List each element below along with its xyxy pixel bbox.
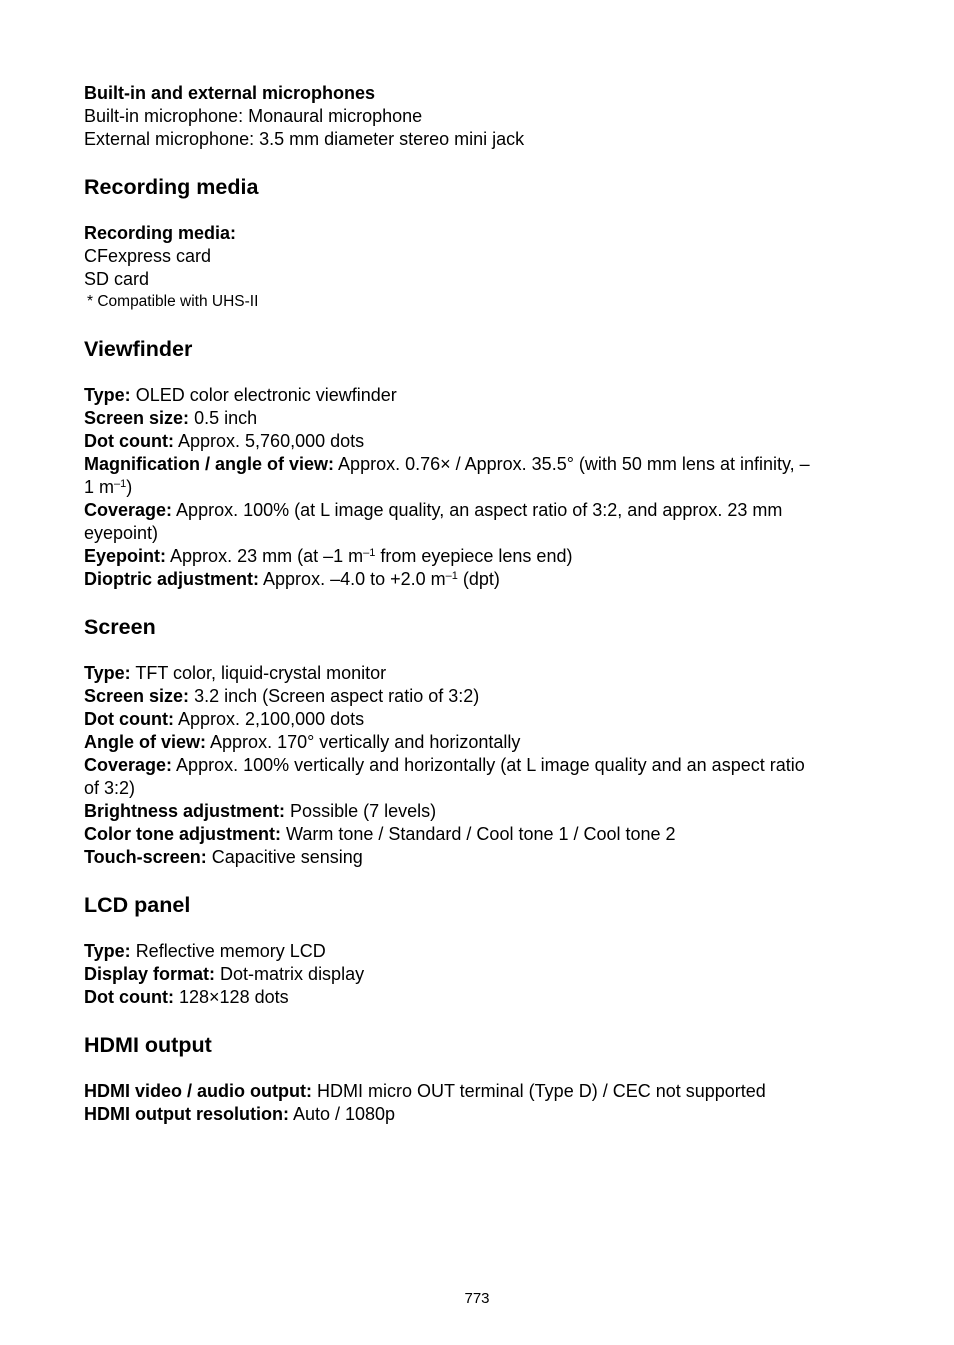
screen-type-row xyxy=(84,662,874,685)
recording-media-item-sd: SD card xyxy=(84,269,150,289)
spec-value: from eyepiece lens end) xyxy=(375,546,573,566)
lcd-type-row xyxy=(84,940,874,963)
superscript: –1 xyxy=(114,478,127,490)
spec-value: Approx. 100% (at L image quality, an aspect ratio of 3:2, and approx. 23 mm xyxy=(176,500,783,520)
lcd-panel-heading: LCD panel xyxy=(84,893,191,917)
spec-value: Approx. 23 mm (at –1 m xyxy=(170,546,364,566)
spec-value: 3.2 inch (Screen aspect ratio of 3:2) xyxy=(194,686,480,706)
hdmi-section xyxy=(84,1032,874,1126)
recording-media-footnote: * Compatible with UHS-II xyxy=(87,293,259,310)
spec-value: Warm tone / Standard / Cool tone 1 / Cool tone 2 xyxy=(286,824,676,844)
spec-label: Dot count: xyxy=(84,431,174,451)
viewfinder-section xyxy=(84,336,874,591)
spec-label: Touch-screen: xyxy=(84,847,207,867)
screen-heading: Screen xyxy=(84,615,156,639)
spec-label: Coverage: xyxy=(84,755,173,775)
spec-value: Approx. 0.76× / Approx. 35.5° (with 50 mm lens at infinity, – xyxy=(338,454,810,474)
lcd-format-row xyxy=(84,963,874,986)
spec-value: eyepoint) xyxy=(84,523,159,543)
spec-label: Type: xyxy=(84,385,131,405)
spec-value: TFT color, liquid-crystal monitor xyxy=(135,663,387,683)
spec-value: OLED color electronic viewfinder xyxy=(135,385,397,405)
spec-label: Coverage: xyxy=(84,500,173,520)
hdmi-resolution-row xyxy=(84,1103,874,1126)
spec-value: ) xyxy=(126,477,133,497)
spec-label: Dioptric adjustment: xyxy=(84,569,260,589)
superscript: –1 xyxy=(445,570,458,582)
superscript: –1 xyxy=(363,547,376,559)
spec-label: Display format: xyxy=(84,964,216,984)
recording-media-label: Recording media: xyxy=(84,223,237,243)
spec-label: Type: xyxy=(84,941,131,961)
lcd-panel-section xyxy=(84,892,874,1009)
spec-value: Capacitive sensing xyxy=(211,847,363,867)
spec-value: Approx. –4.0 to +2.0 m xyxy=(263,569,446,589)
screen-section xyxy=(84,614,874,869)
recording-media-heading: Recording media xyxy=(84,175,259,199)
spec-value: Reflective memory LCD xyxy=(135,941,326,961)
spec-label: Dot count: xyxy=(84,987,174,1007)
spec-value: HDMI micro OUT terminal (Type D) / CEC not supported xyxy=(317,1081,766,1101)
spec-value: Possible (7 levels) xyxy=(290,801,437,821)
spec-value: Auto / 1080p xyxy=(292,1104,396,1124)
recording-media-section xyxy=(84,174,874,313)
hdmi-heading: HDMI output xyxy=(84,1033,212,1057)
viewfinder-dots-row xyxy=(84,430,874,453)
spec-label: Eyepoint: xyxy=(84,546,167,566)
spec-label: Screen size: xyxy=(84,408,190,428)
viewfinder-eyepoint-row xyxy=(84,545,874,568)
external-microphone-line: External microphone: 3.5 mm diameter stereo mini jack xyxy=(84,129,525,149)
spec-label: HDMI output resolution: xyxy=(84,1104,289,1124)
viewfinder-coverage-row xyxy=(84,499,874,545)
spec-value: Approx. 170° vertically and horizontally xyxy=(210,732,521,752)
screen-dots-row xyxy=(84,708,874,731)
spec-label: Brightness adjustment: xyxy=(84,801,286,821)
spec-value: of 3:2) xyxy=(84,778,136,798)
spec-value: 1 m xyxy=(84,477,115,497)
spec-value: 0.5 inch xyxy=(194,408,258,428)
microphones-title: Built-in and external microphones xyxy=(84,83,376,103)
spec-label: Dot count: xyxy=(84,709,174,729)
screen-size-row xyxy=(84,685,874,708)
builtin-microphone-line: Built-in microphone: Monaural microphone xyxy=(84,106,423,126)
screen-tone-row xyxy=(84,823,874,846)
screen-coverage-row xyxy=(84,754,874,800)
spec-value: (dpt) xyxy=(457,569,500,589)
spec-label: Screen size: xyxy=(84,686,190,706)
viewfinder-diopter-row xyxy=(84,568,874,591)
spec-value: Approx. 2,100,000 dots xyxy=(178,709,365,729)
recording-media-item-cfexpress: CFexpress card xyxy=(84,246,212,266)
viewfinder-size-row xyxy=(84,407,874,430)
hdmi-output-row xyxy=(84,1080,874,1103)
spec-label: Angle of view: xyxy=(84,732,207,752)
lcd-dots-row xyxy=(84,986,874,1009)
microphones-section xyxy=(84,82,874,151)
spec-label: Type: xyxy=(84,663,131,683)
spec-value: Approx. 5,760,000 dots xyxy=(178,431,365,451)
screen-angle-row xyxy=(84,731,874,754)
viewfinder-magnification-row xyxy=(84,453,874,499)
spec-label: Color tone adjustment: xyxy=(84,824,281,844)
viewfinder-heading: Viewfinder xyxy=(84,337,193,361)
screen-touch-row xyxy=(84,846,874,869)
spec-label: HDMI video / audio output: xyxy=(84,1081,312,1101)
page-number: 773 xyxy=(464,1290,490,1307)
document-body xyxy=(84,82,874,1126)
viewfinder-type-row xyxy=(84,384,874,407)
spec-value: Approx. 100% vertically and horizontally (at L image quality and an aspect ratio xyxy=(176,755,805,775)
spec-value: Dot-matrix display xyxy=(220,964,365,984)
spec-label: Magnification / angle of view: xyxy=(84,454,335,474)
spec-value: 128×128 dots xyxy=(179,987,289,1007)
screen-brightness-row xyxy=(84,800,874,823)
